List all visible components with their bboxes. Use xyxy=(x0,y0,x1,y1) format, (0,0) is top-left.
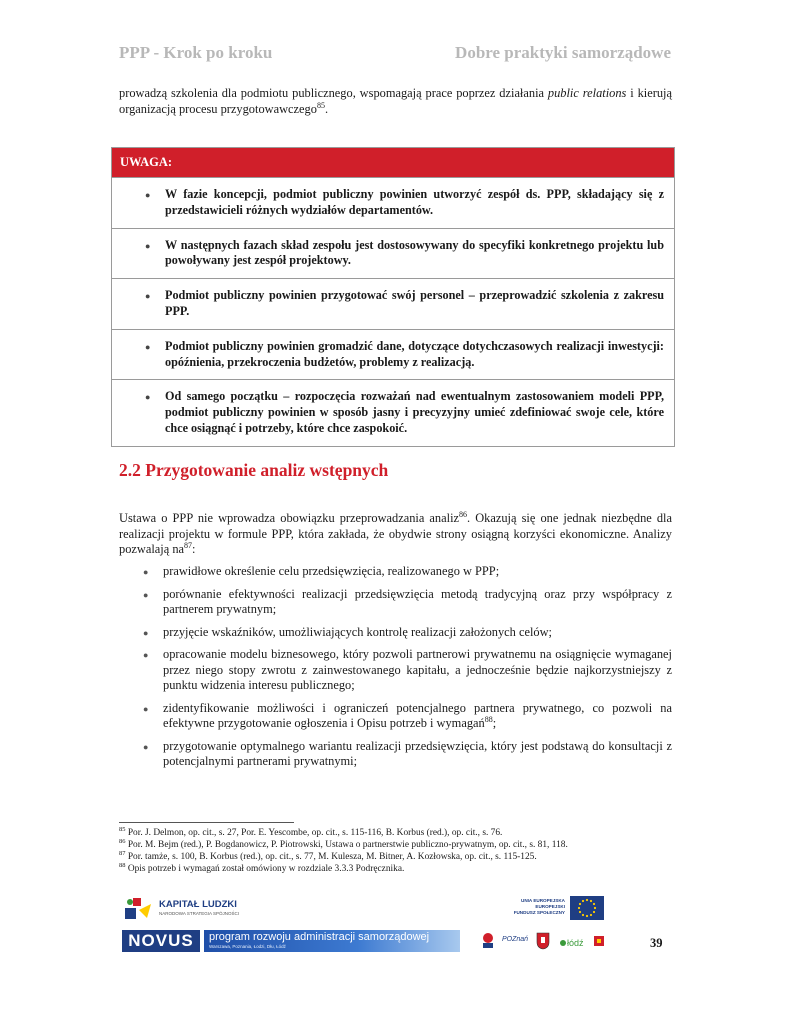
bullet-icon: ● xyxy=(145,392,151,403)
running-header-left: PPP - Krok po kroku xyxy=(119,43,273,62)
section-heading: 2.2 Przygotowanie analiz wstępnych xyxy=(119,460,389,480)
footnote: $^{86}$ Por. M. Bejm (red.), P. Bogdanowicz, P. Piotrowski, Ustawa o partnerstwie publiczno-prywatnym, op. cit., s. 81, 118. xyxy=(119,837,568,850)
page-number: 39 xyxy=(650,936,663,950)
svg-text:łódź: łódź xyxy=(567,938,584,948)
bullet-icon: ● xyxy=(145,240,151,251)
bullet-icon: ● xyxy=(145,190,151,200)
running-header-right: Dobre praktyki samorządowe xyxy=(455,43,671,62)
warning-item: ● Od samego początku – rozpoczęcia rozważań nad ewentualnym zastosowaniem modeli PPP, podmiot publiczny powinien w sposób jasny i precyzyjny umieć zdefiniować swoje cele, które chce osiągnąć i potrzeby, które chce zaspokoić. xyxy=(112,379,674,445)
list-item: ● prawidłowe określenie celu przedsięwzięcia, realizowanego w PPP; xyxy=(119,564,672,580)
warning-title: UWAGA: xyxy=(112,148,674,177)
footnote: $^{88}$ Opis potrzeb i wymagań został omówiony w rozdziale 3.3.3 Podręcznika. xyxy=(119,861,405,874)
footnote-ref-88[interactable]: 88 xyxy=(484,714,493,724)
eu-logo xyxy=(510,896,605,922)
city-crest-icon xyxy=(536,932,550,950)
bullet-icon: ● xyxy=(145,291,151,302)
bullet-icon: ● xyxy=(143,627,149,638)
novus-logo: NOVUS xyxy=(122,930,200,952)
footnote-divider xyxy=(119,822,294,823)
kapital-ludzki-subtitle: NARODOWA STRATEGIA SPÓJNOŚCI xyxy=(159,911,240,916)
novus-program-bar xyxy=(204,930,460,952)
footnotes xyxy=(119,827,679,875)
footnote: $^{85}$ Por. J. Delmon, op. cit., s. 27, Por. E. Yescombe, op. cit., s. 115-116, B. Korbus (red.), op. cit., s. 76. xyxy=(119,825,503,838)
list-item: ● przyjęcie wskaźników, umożliwiających kontrolę realizacji założonych celów; xyxy=(119,625,672,641)
novus-banner xyxy=(122,930,460,952)
warning-item: ● Podmiot publiczny powinien przygotować swój personel – przeprowadzić szkolenia z zakresu PPP. xyxy=(112,278,674,329)
bullet-icon: ● xyxy=(143,703,149,714)
warning-item: ● W następnych fazach skład zespołu jest dostosowywany do specyfiki konkretnego projektu lub powoływany jest zespół projektowy. xyxy=(112,228,674,279)
bullet-icon: ● xyxy=(145,341,151,352)
list-item: ● opracowanie modelu biznesowego, który pozwoli partnerowi prywatnemu na osiągnięcie wymaganej przez niego stopy zwrotu z zainwestowanego kapitału, a jednocześnie będzie najkorzystniejszy z punktu widzenia interesu publicznego; xyxy=(143,647,672,692)
novus-program-title: program rozwoju administracji samorządowej xyxy=(209,931,430,943)
bullet-icon: ● xyxy=(143,589,149,600)
list-item: ● przygotowanie optymalnego wariantu realizacji przedsięwzięcia, który jest podstawą do konsultacji z potencjalnymi partnerami prywatnymi; xyxy=(143,738,672,768)
poznan-logo: POZnań xyxy=(502,936,529,943)
eu-flag-icon xyxy=(570,896,604,920)
kapital-ludzki-logo xyxy=(123,894,263,924)
warning-box xyxy=(111,147,675,447)
list-item: ● porównanie efektywności realizacji przedsięwzięcia metodą tradycyjną oraz przy współpracy z partnerem prywatnym; xyxy=(143,586,672,616)
list-item: ● zidentyfikowanie możliwości i ograniczeń potencjalnego partnera prywatnego, co pozwoli na efektywne przygotowanie ogłoszenia i Opisu potrzeb i wymagań$^{88}$; xyxy=(143,700,672,730)
warning-item: ● Podmiot publiczny powinien gromadzić dane, dotyczące dotychczasowych realizacji inwestycji: opóźnienia, przekroczenia budżetów, problemy z realizacją. xyxy=(112,329,674,380)
eu-logo-text: UNIA EUROPEJSKA EUROPEJSKI FUNDUSZ SPOŁECZNY xyxy=(513,898,565,915)
analysis-benefits-list xyxy=(119,564,672,777)
warning-item: ● W fazie koncepcji, podmiot publiczny powinien utworzyć zespół ds. PPP, składający się z przedstawicieli różnych wydziałów departamentów. xyxy=(112,177,674,228)
bullet-icon: ● xyxy=(143,650,149,660)
bullet-icon: ● xyxy=(143,567,149,577)
intro-paragraph: prowadzą szkolenia dla podmiotu publicznego, wspomagają prace poprzez działania public relations i kierują organizacją procesu przygotowawczego$^{85}$. xyxy=(119,86,672,116)
footnote-ref-85[interactable]: 85 xyxy=(316,100,325,110)
section-paragraph: Ustawa o PPP nie wprowadza obowiązku przeprowadzania analiz$^{86}$. Okazują się one jednak niezbędne dla realizacji projektu w formule PPP, która zakłada, że obydwie strony osiągną korzyści ekonomiczne. Analizy pozwalają $na^{87}$: xyxy=(119,509,672,556)
bullet-icon: ● xyxy=(143,741,149,752)
kapital-ludzki-title: KAPITAŁ LUDZKI xyxy=(159,899,237,910)
partner-red-emblem-icon xyxy=(592,933,606,949)
footnote-ref-87[interactable]: 87 xyxy=(184,540,193,550)
lodz-logo-icon xyxy=(558,934,584,950)
partner-logos xyxy=(478,930,608,952)
partner-emblem-icon xyxy=(480,932,496,950)
kapital-ludzki-emblem-icon xyxy=(123,894,155,924)
novus-cities: Warszawa, Poznania, Łodzi, Dłu, Łódź xyxy=(209,944,286,949)
footnote: $^{87}$ Por. tamże, s. 100, B. Korbus (red.), op. cit., s. 77, M. Kulesza, M. Bitner, A. Kozłowska, op. cit., s. 115-125. xyxy=(119,849,537,862)
footnote-ref-86[interactable]: 86 xyxy=(459,509,468,519)
